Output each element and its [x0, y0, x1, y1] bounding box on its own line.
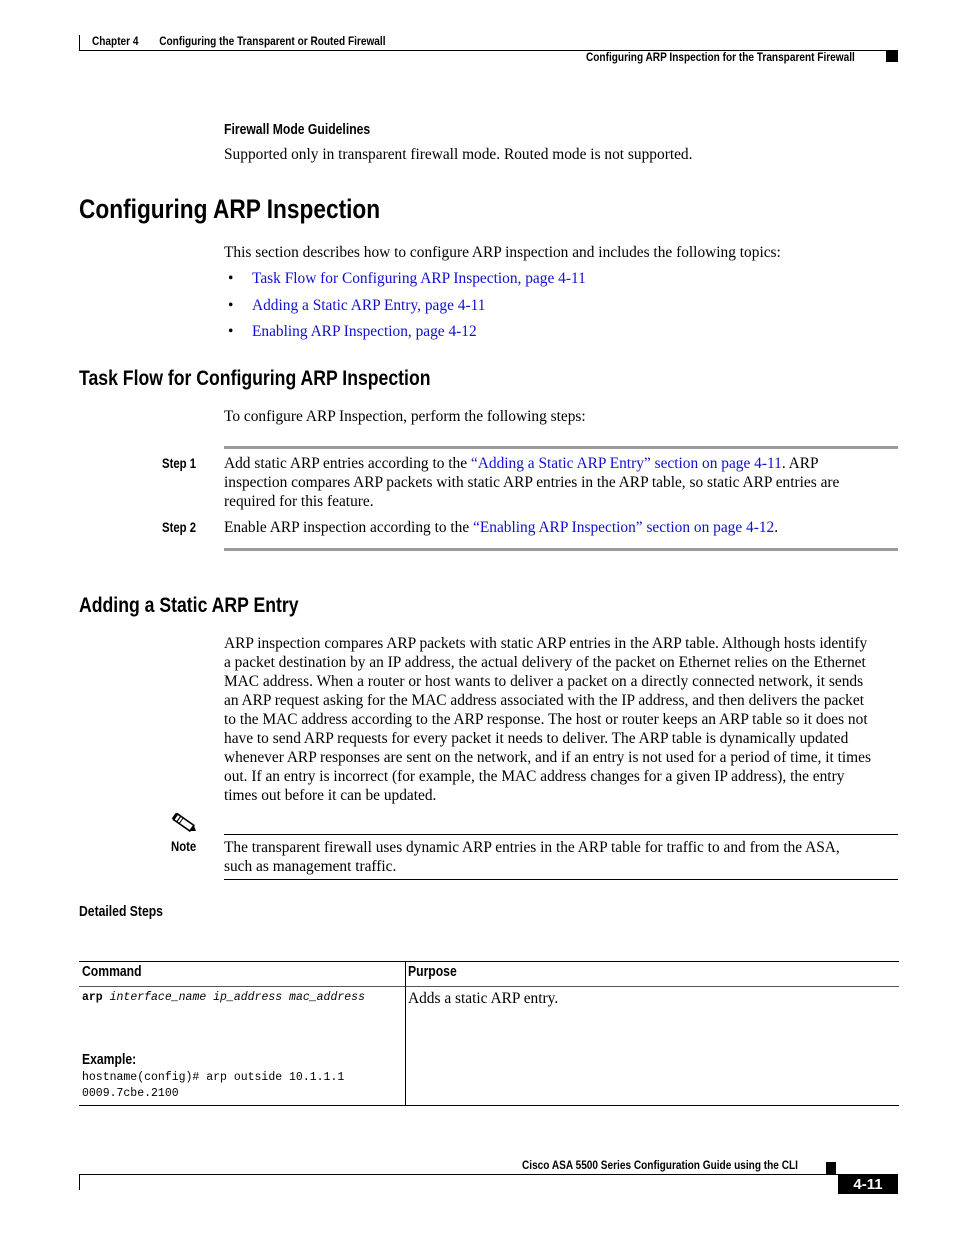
command-syntax: [82, 991, 365, 1004]
topic-link-static-entry[interactable]: Adding a Static ARP Entry, page 4-11: [252, 296, 486, 314]
chapter-title: Configuring the Transparent or Routed Firewall: [159, 34, 386, 48]
section-intro: This section describes how to configure ARP inspection and includes the following topics:: [224, 244, 781, 261]
note-text: [224, 838, 898, 876]
chapter-label: Chapter 4: [92, 34, 139, 48]
bullet-icon: •: [228, 296, 234, 314]
note-line: The transparent firewall uses dynamic ARP entries in the ARP table for traffic to and from the ASA,: [224, 839, 840, 856]
paragraph-line: MAC address. When a router or host wants to deliver a packet on a directly connected network, it sends: [224, 673, 864, 690]
example-line: hostname(config)# arp outside 10.1.1.1: [82, 1071, 345, 1084]
command-keyword: arp: [82, 991, 103, 1004]
section-title: Configuring ARP Inspection: [79, 194, 381, 224]
example-line: 0009.7cbe.2100: [82, 1086, 179, 1100]
step-1-line3: required for this feature.: [224, 493, 374, 510]
footer-block: [826, 1162, 836, 1174]
example-code: [82, 1070, 344, 1101]
paragraph-line: whenever ARP responses are sent on the network, and if an entry is not used for a period of time, it times: [224, 749, 871, 766]
topic-link-task-flow[interactable]: Task Flow for Configuring ARP Inspection, page 4-11: [252, 270, 586, 287]
footer-guide-title: Cisco ASA 5500 Series Configuration Guide using the CLI: [522, 1158, 798, 1172]
bullet-icon: •: [228, 270, 234, 287]
footer-left-bar: [79, 1174, 80, 1190]
step-1-line2: inspection compares ARP packets with static ARP entries in the ARP table, so static ARP entries are: [224, 474, 840, 491]
note-top-rule: [224, 834, 898, 835]
step-2-link[interactable]: “Enabling ARP Inspection” section on page 4-12: [473, 519, 775, 536]
table-column-divider: [405, 961, 406, 1106]
step-1-post: . ARP: [781, 455, 819, 472]
header-block: [886, 51, 898, 62]
static-entry-title: Adding a Static ARP Entry: [79, 594, 299, 617]
topic-list: [224, 269, 824, 349]
step-2-pre: Enable ARP inspection according to the: [224, 519, 474, 536]
table-header-rule: [79, 986, 899, 987]
paragraph-line: out. If an entry is incorrect (for example, the MAC address changes for a given IP address), the entry: [224, 768, 845, 785]
bullet-icon: •: [228, 323, 234, 340]
purpose-text: Adds a static ARP entry.: [408, 990, 559, 1007]
example-label: Example:: [82, 1052, 137, 1068]
table-top-rule: [79, 961, 899, 962]
table-bottom-rule: [79, 1105, 899, 1106]
paragraph-line: times out before it can be updated.: [224, 787, 437, 804]
step-2-label: Step 2: [162, 520, 197, 535]
topic-link-enabling[interactable]: Enabling ARP Inspection, page 4-12: [252, 323, 477, 340]
footer-rule: [79, 1174, 898, 1175]
step-1-link[interactable]: “Adding a Static ARP Entry” section on page 4-11: [470, 455, 782, 472]
step-2-text: [224, 518, 778, 537]
command-table: [79, 961, 899, 1106]
note-pencil-icon: [171, 812, 199, 836]
note-bottom-rule: [224, 879, 898, 880]
task-flow-title: Task Flow for Configuring ARP Inspection: [79, 367, 431, 390]
paragraph-line: a packet destination by an IP address, the actual delivery of the packet on Ethernet relies on the Ethernet: [224, 654, 866, 671]
static-entry-paragraph: [224, 634, 898, 805]
step-1-text: [224, 454, 898, 511]
command-args: interface_name ip_address mac_address: [109, 991, 365, 1004]
steps-bottom-rule: [224, 548, 898, 551]
header-left-bar: [79, 35, 80, 51]
header-section-title: Configuring ARP Inspection for the Transparent Firewall: [586, 50, 855, 64]
list-item: [224, 269, 824, 296]
firewall-mode-text: Supported only in transparent firewall mode. Routed mode is not supported.: [224, 146, 693, 163]
detailed-steps-heading: Detailed Steps: [79, 904, 163, 920]
note-label: Note: [171, 839, 197, 854]
list-item: [224, 322, 824, 349]
page-number: 4-11: [838, 1174, 898, 1194]
paragraph-line: to the MAC address according to the ARP response. The host or router keeps an ARP table so it does not: [224, 711, 868, 728]
paragraph-line: have to send ARP requests for every packet it needs to deliver. The ARP table is dynamically updated: [224, 730, 849, 747]
firewall-mode-heading: Firewall Mode Guidelines: [224, 122, 371, 138]
note-line: such as management traffic.: [224, 858, 397, 875]
table-header-purpose: Purpose: [408, 964, 457, 980]
header-chapter: [92, 34, 386, 48]
step-1-label: Step 1: [162, 456, 197, 471]
step-2-post: .: [774, 519, 779, 536]
step-1-pre: Add static ARP entries according to the: [224, 455, 471, 472]
paragraph-line: an ARP request asking for the MAC address associated with the IP address, and then delivers the packet: [224, 692, 864, 709]
task-flow-intro: To configure ARP Inspection, perform the following steps:: [224, 408, 586, 425]
list-item: [224, 296, 824, 323]
paragraph-line: ARP inspection compares ARP packets with static ARP entries in the ARP table. Although hosts identify: [224, 635, 868, 652]
table-header-command: Command: [82, 964, 142, 980]
steps-top-rule: [224, 446, 898, 449]
